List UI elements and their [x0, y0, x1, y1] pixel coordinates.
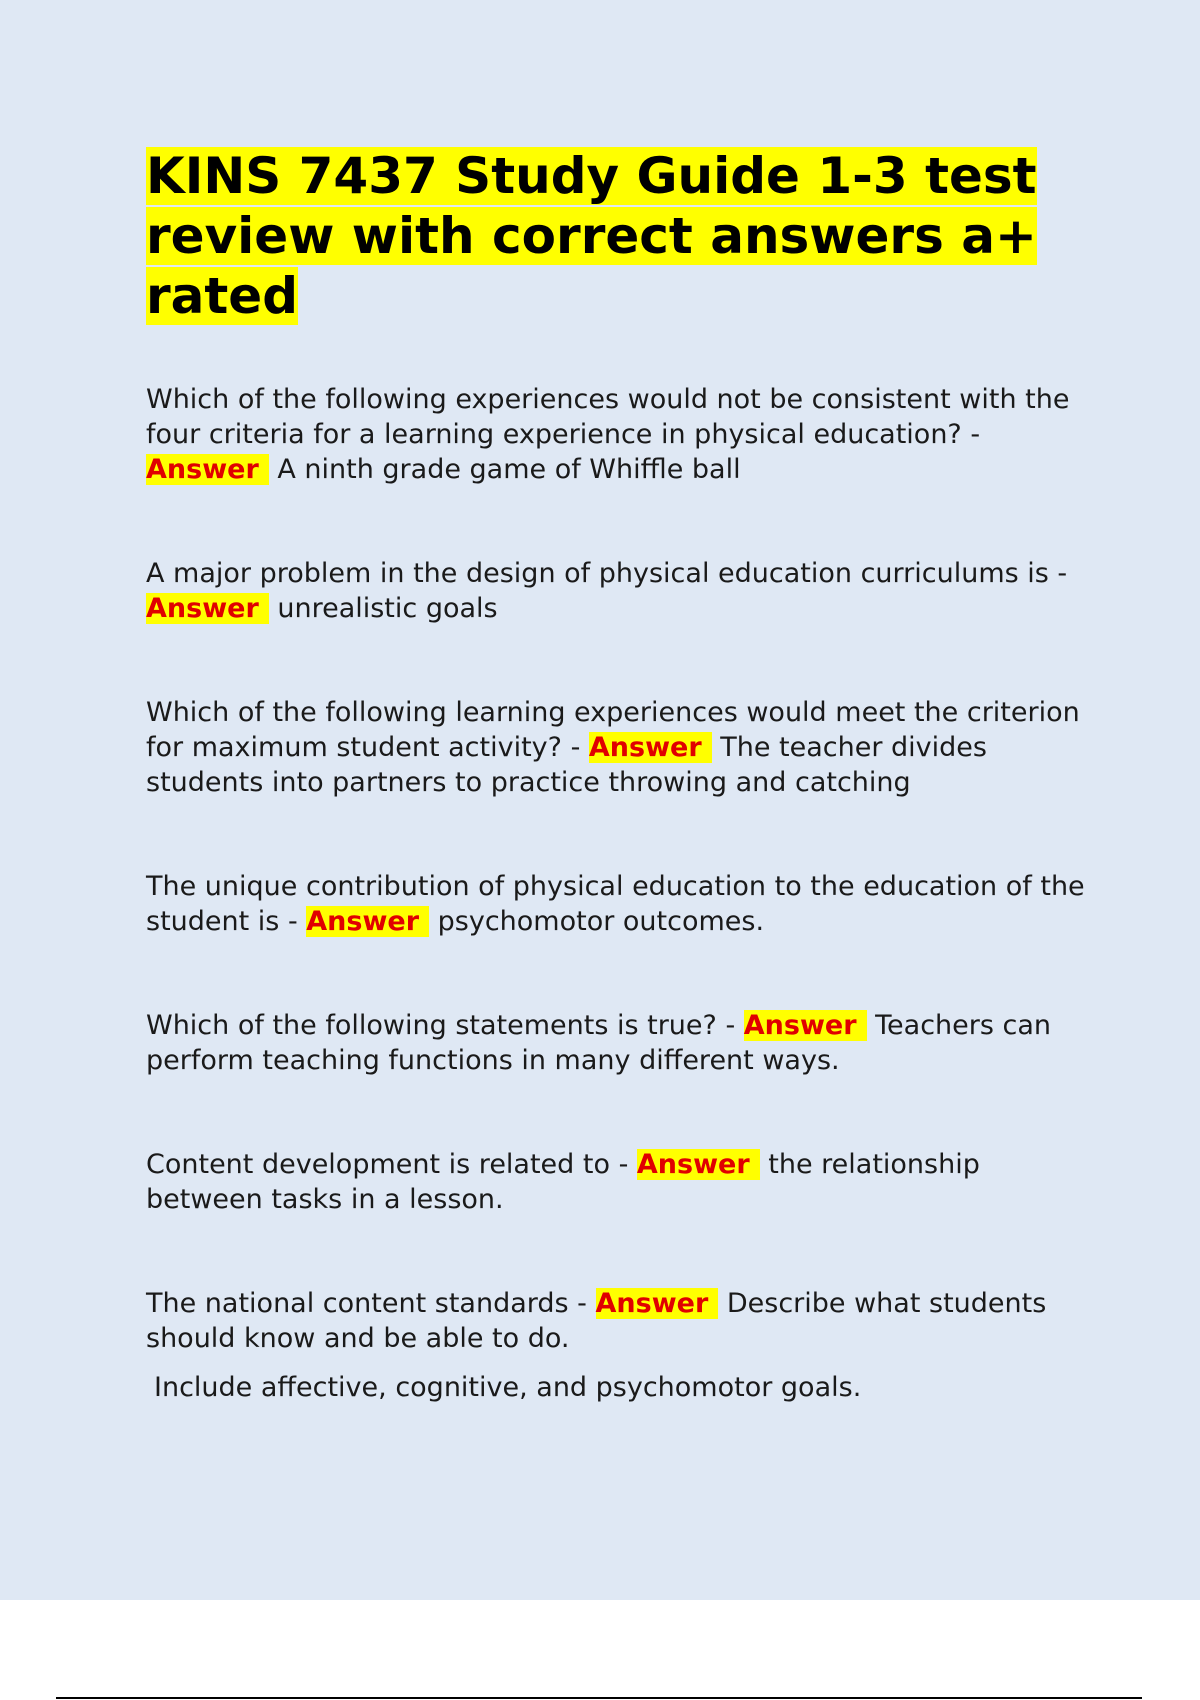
question-text: Which of the following learning experiences would meet the criterion for maximum student activity? -	[146, 697, 1080, 763]
answer-text: Describe what students should know and be able to do.	[146, 1288, 1047, 1354]
answer-text: psychomotor outcomes.	[429, 906, 765, 937]
answer-label: Answer	[306, 906, 429, 937]
question-text: The unique contribution of physical education to the education of the student is -	[146, 871, 1085, 937]
answer-label: Answer	[146, 593, 269, 624]
question-text: The national content standards -	[146, 1288, 596, 1319]
qa-item-4	[146, 869, 1096, 939]
answer-text: The teacher divides students into partners to practice throwing and catching	[146, 732, 987, 798]
answer-text: unrealistic goals	[268, 593, 498, 624]
question-text: Which of the following statements is true? -	[146, 1010, 744, 1041]
qa-item-7	[146, 1286, 1096, 1356]
document-content	[146, 146, 1096, 1405]
qa-item-6	[146, 1147, 1096, 1217]
title-text: KINS 7437 Study Guide 1-3 test review with correct answers a+ rated	[146, 147, 1037, 325]
answer-label: Answer	[744, 1010, 867, 1041]
answer-text: Teachers can perform teaching functions in many different ways.	[146, 1010, 1052, 1076]
footer-rule	[56, 1697, 1142, 1699]
answer-note: Include affective, cognitive, and psychomotor goals.	[154, 1372, 862, 1403]
answer-label: Answer	[146, 454, 269, 485]
answer-label: Answer	[589, 732, 712, 763]
qa-item-1	[146, 382, 1096, 487]
answer-label: Answer	[637, 1149, 760, 1180]
document-title	[146, 146, 1096, 326]
answer-label: Answer	[596, 1288, 719, 1319]
qa-item-3	[146, 695, 1096, 800]
question-text: Content development is related to -	[146, 1149, 637, 1180]
answer-text: the relationship between tasks in a lesson.	[146, 1149, 980, 1215]
qa-item-2	[146, 556, 1096, 626]
question-text: A major problem in the design of physical education curriculums is -	[146, 558, 1068, 589]
answer-text: A ninth grade game of Whiffle ball	[268, 454, 741, 485]
qa-item-5	[146, 1008, 1096, 1078]
question-text: Which of the following experiences would not be consistent with the four criteria for a learning experience in physical education? -	[146, 384, 1070, 450]
